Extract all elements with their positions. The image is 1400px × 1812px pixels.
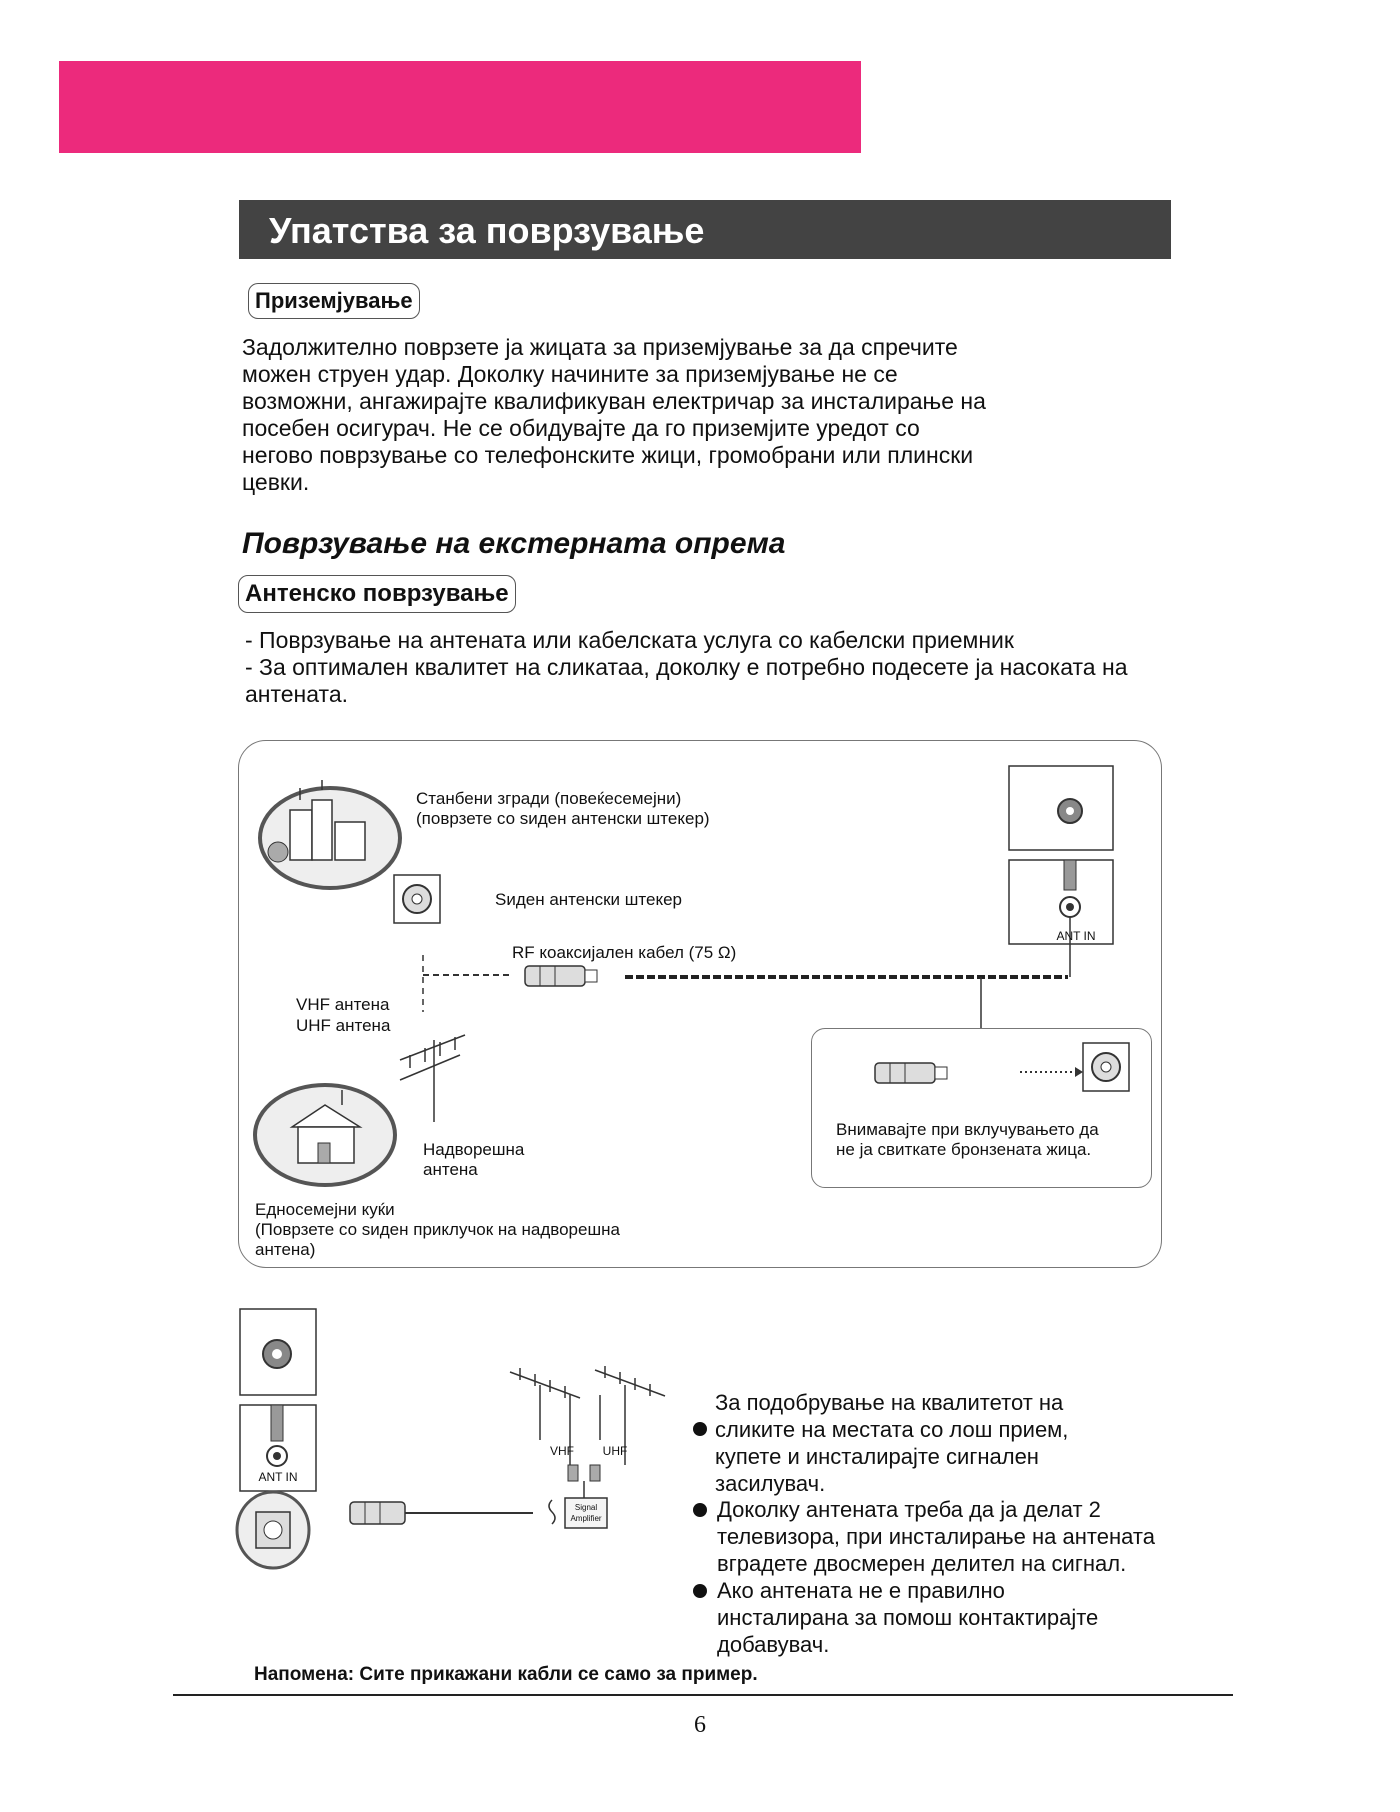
antenna-line: - Поврзување на антената или кабелската услуга со кабелски приемник <box>245 627 1014 653</box>
footer-divider <box>173 1694 1233 1696</box>
section-title-external: Поврзување на екстерната опрема <box>242 527 786 560</box>
tip-line: телевизора, при инсталирање на антената <box>717 1524 1155 1549</box>
ant-in-label: ANT IN <box>1056 929 1096 943</box>
tip-line: Доколку антената треба да ја делат 2 <box>717 1497 1101 1522</box>
tip-line: За подобрување на квалитетот на <box>715 1390 1064 1415</box>
antenna-line: - За оптимален квалитет на сликатаа, доколку е потребно подесете ја насоката на <box>245 654 1128 680</box>
grounding-heading: Приземјување <box>248 283 420 319</box>
coax-plug-icon <box>525 966 597 986</box>
grounding-line: можен струен удар. Доколку начините за приземјување не се <box>242 361 898 387</box>
amp-label-1: Signal <box>574 1503 598 1512</box>
grounding-line: негово поврзување со телефонските жици, громобрани или плински <box>242 442 974 468</box>
outdoor-antenna-icon <box>400 1035 465 1122</box>
grounding-line: цевки. <box>242 469 310 495</box>
page-title: Упатства за поврзување <box>269 210 705 251</box>
tip-line: засилувач. <box>715 1471 826 1496</box>
grounding-line: Задолжително поврзете ја жицата за приземјување за да спречите <box>242 334 958 360</box>
uhf-antenna-label: UHF антена <box>296 1016 391 1035</box>
bullet-dot <box>693 1422 707 1436</box>
houses-label-line: антена) <box>255 1240 316 1259</box>
coax-plug-2-icon <box>350 1502 533 1524</box>
rf-cable-label: RF коаксијален кабел (75 Ω) <box>512 943 737 962</box>
vhf-antenna-label: VHF антена <box>296 995 390 1014</box>
wall-socket-icon <box>394 875 440 923</box>
tip-line: Ако антената не е правилно <box>717 1578 1005 1603</box>
grounding-line: возможни, ангажирајте квалификуван електричар за инсталирање на <box>242 388 986 414</box>
tip-line: сликите на местата со лош прием, <box>715 1417 1069 1442</box>
caution-label <box>836 1120 1099 1160</box>
tip-line: инсталирана за помош контактирајте <box>717 1605 1099 1630</box>
apartments-label-line: Станбени згради (повеќесемејни) <box>416 789 682 808</box>
vhf-label: VHF <box>550 1444 574 1458</box>
houses-label <box>255 1200 620 1260</box>
tv-panel-2-top-icon <box>240 1309 316 1395</box>
grounding-line: посебен осигурач. Не се обидувајте да го приземјите уредот со <box>242 415 920 441</box>
uhf-label: UHF <box>602 1444 628 1458</box>
tip-item <box>717 1577 1217 1658</box>
tip-item <box>717 1496 1217 1577</box>
amp-label-2: Amplifier <box>570 1514 602 1523</box>
outdoor-antenna-label-line: Надворешна <box>423 1140 525 1159</box>
outdoor-antenna-label <box>423 1140 524 1180</box>
tip-line: вградете двосмерен делител на сигнал. <box>717 1551 1127 1576</box>
bullet-dot <box>693 1503 707 1517</box>
wall-socket-label: Ѕиден антенски штекер <box>495 890 682 909</box>
houses-label-line: (Поврзете со ѕиден приклучок на надворешна <box>255 1220 620 1239</box>
antenna-line: антената. <box>245 681 349 707</box>
signal-amplifier-icon <box>565 1498 607 1528</box>
house-icon <box>255 1085 395 1185</box>
tip-line: купете и инсталирајте сигнален <box>715 1444 1039 1469</box>
connector-closeup-icon <box>237 1492 309 1568</box>
bullet-dot <box>693 1584 707 1598</box>
houses-label-line: Едносемејни куќи <box>255 1200 395 1219</box>
apartments-label-line: (поврзете со ѕиден антенски штекер) <box>416 809 710 828</box>
caution-box <box>811 1028 1152 1188</box>
tip-line: добавувач. <box>717 1632 830 1657</box>
antenna-heading: Антенско поврзување <box>238 575 516 613</box>
page-number: 6 <box>694 1712 706 1738</box>
caution-label-line: не ја свиткате бронзената жица. <box>836 1140 1092 1159</box>
apartments-label <box>416 789 710 829</box>
note-text: Напомена: Сите прикажани кабли се само за пример. <box>254 1664 758 1685</box>
tv-panel-top-icon <box>1009 766 1113 850</box>
outdoor-antenna-label-line: антена <box>423 1160 478 1179</box>
tip-item <box>715 1389 1215 1497</box>
caution-label-line: Внимавајте при вклучувањето да <box>836 1120 1099 1139</box>
apartment-building-icon <box>260 780 400 888</box>
ant-in-label-2: ANT IN <box>258 1470 298 1484</box>
